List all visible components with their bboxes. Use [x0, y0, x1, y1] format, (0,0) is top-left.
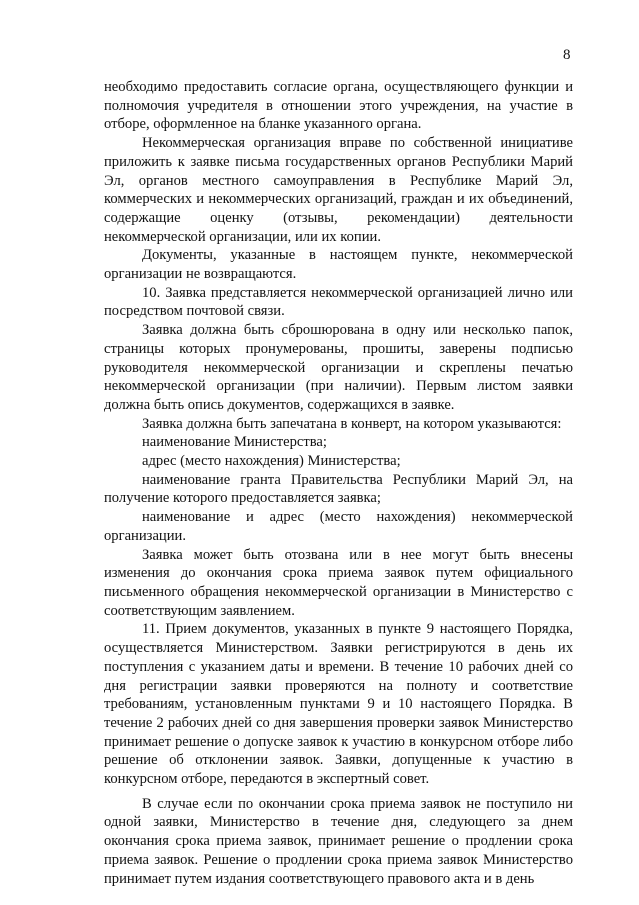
paragraph-documents-not-returned: Документы, указанные в настоящем пункте, некоммерческой организации не возвращаются. — [104, 247, 573, 283]
paragraph-item-10: 10. Заявка представляется некоммерческой организацией лично или посредством почтовой связи. — [104, 284, 573, 320]
paragraph-consent: необходимо предоставить согласие органа, осуществляющего функции и полномочия учредителя в отношении этого учреждения, на участие в отборе, оформленное на бланке указанного органа. — [104, 79, 573, 133]
paragraph-envelope: Заявка должна быть запечатана в конверт, на котором указываются: — [142, 415, 562, 432]
paragraph-organization-address: наименование и адрес (место нахождения) некоммерческой организации. — [104, 509, 573, 544]
paragraph-binding: Заявка должна быть сброшюрована в одну или несколько папок, страницы которых пронумерованы, прошиты, заверены подписью руководителя некоммерческой организации и скреплены печатью некоммерческой организации (при наличии). Первым листом заявки должна быть опись документов, содержащихся в заявке. — [104, 322, 573, 413]
paragraph-ministry-name: наименование Министерства; — [142, 434, 327, 451]
paragraph-letters: Некоммерческая организация вправе по собственной инициативе приложить к заявке письма государственных органов Республики Марий Эл, органов местного самоуправления в Республике Марий Эл, коммерческих и некоммерческих организаций, граждан и их объединений, содержащие оценку (отзывы, рекомендации) деятельности некоммерческой организации, или их копии. — [104, 135, 573, 245]
page-number: 8 — [563, 47, 571, 63]
document-body — [104, 78, 573, 888]
paragraph-withdrawal: Заявка может быть отозвана или в нее могут быть внесены изменения до окончания срока приема заявок путем официального письменного обращения некоммерческой организации в Министерство с соответствующим заявлением. — [104, 546, 573, 619]
paragraph-grant-name: наименование гранта Правительства Республики Марий Эл, на получение которого предоставляется заявка; — [104, 471, 573, 507]
paragraph-ministry-address: адрес (место нахождения) Министерства; — [142, 453, 401, 470]
paragraph-item-11: 11. Прием документов, указанных в пункте 9 настоящего Порядка, осуществляется Министерством. Заявки регистрируются в день их поступления с указанием даты и времени. В течение 10 рабочих дней со дня регистрации заявки проверяются на полноту и соответствие требованиям, установленным пунктами 9 и 10 настоящего Порядка. В течение 2 рабочих дней со дня завершения проверки заявок Министерство принимает решение о допуске заявок к участию в конкурсном отборе либо решение об отклонении заявок. Заявки, допущенные к участию в конкурсном отборе, передаются в экспертный совет. — [104, 621, 573, 788]
paragraph-extension: В случае если по окончании срока приема заявок не поступило ни одной заявки, Министерство в течение дня, следующего за днем окончания срока приема заявок, принимает решение о продлении срока приема заявок. Решение о продлении срока приема заявок Министерство принимает путем издания соответствующего правового акта и в день — [104, 795, 573, 887]
